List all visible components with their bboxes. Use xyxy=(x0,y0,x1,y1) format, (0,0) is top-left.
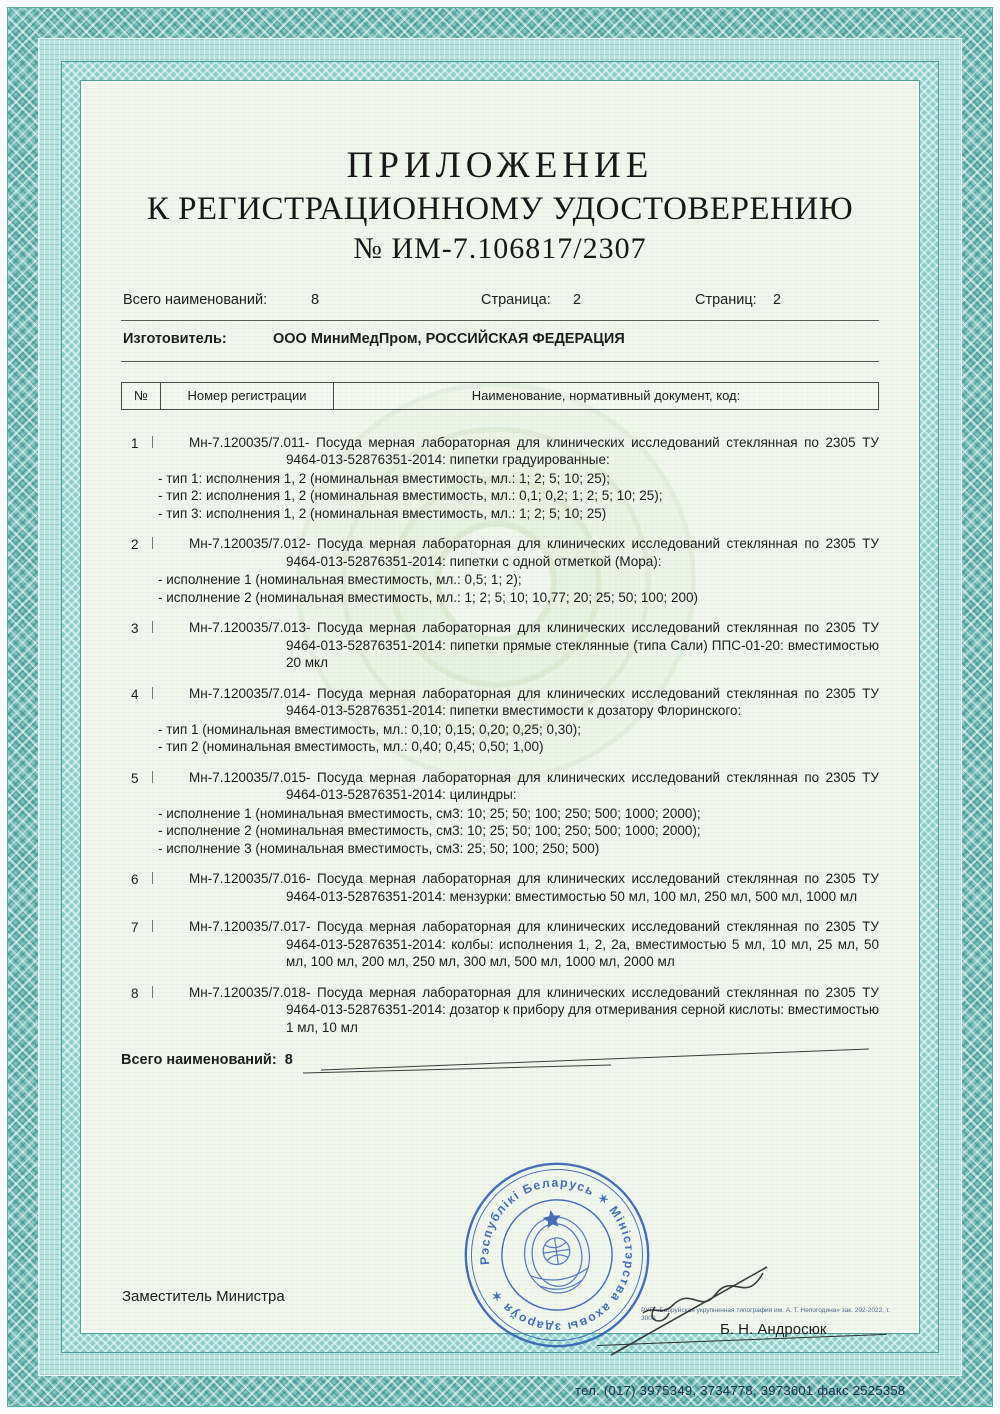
horizontal-rule xyxy=(121,320,879,321)
manufacturer-value: ООО МиниМедПром, РОССИЙСКАЯ ФЕДЕРАЦИЯ xyxy=(273,330,625,347)
pages-label: Страниц: xyxy=(695,291,757,308)
row-description: Посуда мерная лабораторная для клинических исследований стеклянная по 2305 ТУ 9464-013-52876351-2014: пипетки градуированные: xyxy=(286,434,879,468)
row-subitem: - исполнение 2 (номинальная вместимость, см3: 10; 25; 50; 100; 250; 500; 1000; 2000); xyxy=(158,823,701,839)
table-row xyxy=(121,434,879,523)
row-number: 8 xyxy=(131,985,139,1001)
signer-name: Б. Н. Андросюк xyxy=(720,1321,827,1338)
summary-row xyxy=(121,1052,879,1074)
table-row xyxy=(121,984,879,1037)
row-subitem: - тип 1 (номинальная вместимость, мл.: 0,10; 0,15; 0,20; 0,25; 0,30); xyxy=(158,721,582,737)
table-header xyxy=(121,382,879,410)
row-number: 4 xyxy=(131,686,139,702)
row-number: 7 xyxy=(131,920,139,936)
row-subitems xyxy=(158,470,879,523)
row-main-text xyxy=(189,535,879,570)
row-main-text xyxy=(189,870,879,905)
row-reg-number: Мн-7.120035/7.016- xyxy=(189,871,311,887)
row-number-divider xyxy=(152,771,153,783)
row-subitem: - исполнение 2 (номинальная вместимость, мл.: 1; 2; 5; 10; 10,77; 20; 25; 50; 100; 200) xyxy=(158,589,698,605)
row-description: Посуда мерная лабораторная для клинических исследований стеклянная по 2305 ТУ 9464-013-52876351-2014: цилиндры: xyxy=(286,769,879,803)
printing-house-note: РУП «Бобруйская укрупненная типография им. А. Т. Непогодина» зак. 292-2022, т. 3000 xyxy=(641,1307,890,1322)
table-row xyxy=(121,769,879,858)
stamp-star xyxy=(542,1209,562,1229)
guilloche-border-middle xyxy=(38,38,962,1376)
title-registration-number: № ИМ-7.106817/2307 xyxy=(353,232,647,266)
guilloche-border-outer xyxy=(7,7,993,1407)
row-number: 6 xyxy=(131,872,139,888)
row-subitems xyxy=(158,721,879,756)
table-row xyxy=(121,685,879,756)
row-number-divider xyxy=(152,537,153,549)
row-number-divider xyxy=(152,621,153,633)
guilloche-border-inner xyxy=(61,61,939,1353)
row-subitem: - исполнение 3 (номинальная вместимость, см3: 25; 50; 100; 250; 500) xyxy=(158,840,600,856)
row-subitems xyxy=(158,805,879,858)
table-row xyxy=(121,619,879,672)
row-reg-number: Мн-7.120035/7.017- xyxy=(189,919,311,935)
row-reg-number: Мн-7.120035/7.011- xyxy=(189,434,310,450)
total-items-label: Всего наименований: xyxy=(123,291,268,308)
row-subitem: - тип 2: исполнения 1, 2 (номинальная вместимость, мл.: 0,1; 0,2; 1; 2; 5; 10; 25); xyxy=(158,488,663,504)
title-line-2: К РЕГИСТРАЦИОННОМУ УДОСТОВЕРЕНИЮ xyxy=(146,190,854,227)
row-subitem: - тип 1: исполнения 1, 2 (номинальная вместимость, мл.: 1; 2; 5; 10; 25); xyxy=(158,470,610,486)
row-description: Посуда мерная лабораторная для клинических исследований стеклянная по 2305 ТУ 9464-013-52876351-2014: пипетки прямые стеклянные (типа Сали) ППС-01-20: вместимостью 20 мкл xyxy=(286,620,879,671)
row-subitem: - тип 3: исполнения 1, 2 (номинальная вместимость, мл.: 1; 2; 5; 10; 25) xyxy=(158,505,607,521)
manufacturer-row xyxy=(121,331,879,353)
contact-phone-fax: тел. (017) 3975349, 3734778, 3973601 факс 2525358 xyxy=(575,1383,906,1398)
manufacturer-label: Изготовитель: xyxy=(123,330,227,347)
row-subitem: - тип 2 (номинальная вместимость, мл.: 0,40; 0,45; 0,50; 1,00) xyxy=(158,739,544,755)
row-reg-number: Мн-7.120035/7.015- xyxy=(189,769,311,785)
pages-value: 2 xyxy=(773,291,782,308)
row-description: Посуда мерная лабораторная для клинических исследований стеклянная по 2305 ТУ 9464-013-52876351-2014: колбы: исполнения 1, 2, 2а, вместимостью 5 мл, 10 мл, 25 мл, 50 мл, 100 мл, 200 мл, 250 мл, 300 мл, 500 мл, 1000 мл, 2000 мл xyxy=(286,919,879,970)
row-main-text xyxy=(189,918,879,971)
table-row xyxy=(121,918,879,971)
row-reg-number: Мн-7.120035/7.013- xyxy=(189,620,311,636)
table-row xyxy=(121,870,879,905)
row-number-divider xyxy=(152,436,153,448)
row-number: 1 xyxy=(131,435,139,451)
row-main-text xyxy=(189,769,879,804)
row-number: 2 xyxy=(131,537,139,553)
page-label: Страница: xyxy=(481,291,551,308)
row-description: Посуда мерная лабораторная для клинических исследований стеклянная по 2305 ТУ 9464-013-52876351-2014: пипетки с одной отметкой (Мора): xyxy=(286,536,879,569)
row-subitem: - исполнение 1 (номинальная вместимость, см3: 10; 25; 50; 100; 250; 500; 1000; 2000); xyxy=(158,805,701,821)
column-header-name: Наименование, нормативный документ, код: xyxy=(471,388,741,404)
row-main-text xyxy=(189,685,879,720)
deputy-minister-title: Заместитель Министра xyxy=(122,1288,285,1305)
stamp-ring-text: Рэспублікі Беларусь ✶ Міністэрства аховы здароўя ✶ xyxy=(477,1175,637,1335)
row-description: Посуда мерная лабораторная для клинических исследований стеклянная по 2305 ТУ 9464-013-52876351-2014: пипетки вместимости к дозатору Флоринского: xyxy=(286,685,879,719)
row-number-divider xyxy=(152,687,153,699)
row-number-divider xyxy=(152,872,153,884)
title-line-1: ПРИЛОЖЕНИЕ xyxy=(346,145,654,186)
row-description: Посуда мерная лабораторная для клинических исследований стеклянная по 2305 ТУ 9464-013-52876351-2014: дозатор к прибору для отмеривания серной кислоты: вместимостью 1 мл, 10 мл xyxy=(286,984,879,1035)
row-number-divider xyxy=(152,920,153,932)
summary-value: 8 xyxy=(284,1052,293,1069)
row-reg-number: Мн-7.120035/7.012- xyxy=(189,536,311,552)
row-subitem: - исполнение 1 (номинальная вместимость, мл.: 0,5; 1; 2); xyxy=(158,572,522,588)
row-description: Посуда мерная лабораторная для клинических исследований стеклянная по 2305 ТУ 9464-013-52876351-2014: мензурки: вместимостью 50 мл, 100 мл, 250 мл, 500 мл, 1000 мл xyxy=(286,871,879,904)
row-reg-number: Мн-7.120035/7.014- xyxy=(189,685,311,701)
horizontal-rule xyxy=(121,361,879,362)
certificate-content xyxy=(81,81,919,1338)
row-number: 3 xyxy=(131,621,139,637)
row-main-text xyxy=(189,984,879,1037)
row-number-divider xyxy=(152,986,153,998)
total-items-value: 8 xyxy=(311,291,320,308)
row-number: 5 xyxy=(131,770,139,786)
document-title xyxy=(121,145,879,268)
certificate-body xyxy=(80,80,920,1338)
handwritten-signature xyxy=(593,1259,793,1369)
row-subitems xyxy=(158,571,879,606)
page-value: 2 xyxy=(573,291,582,308)
meta-row xyxy=(121,292,879,312)
column-header-registration: Номер регистрации xyxy=(161,383,334,409)
table-row xyxy=(121,535,879,606)
row-main-text xyxy=(189,619,879,672)
column-header-number: № xyxy=(122,383,161,409)
summary-label: Всего наименований: xyxy=(121,1052,277,1069)
row-main-text xyxy=(189,434,879,469)
row-reg-number: Мн-7.120035/7.018- xyxy=(189,984,311,1000)
strike-lines xyxy=(301,1044,883,1078)
items-list xyxy=(121,434,879,1037)
